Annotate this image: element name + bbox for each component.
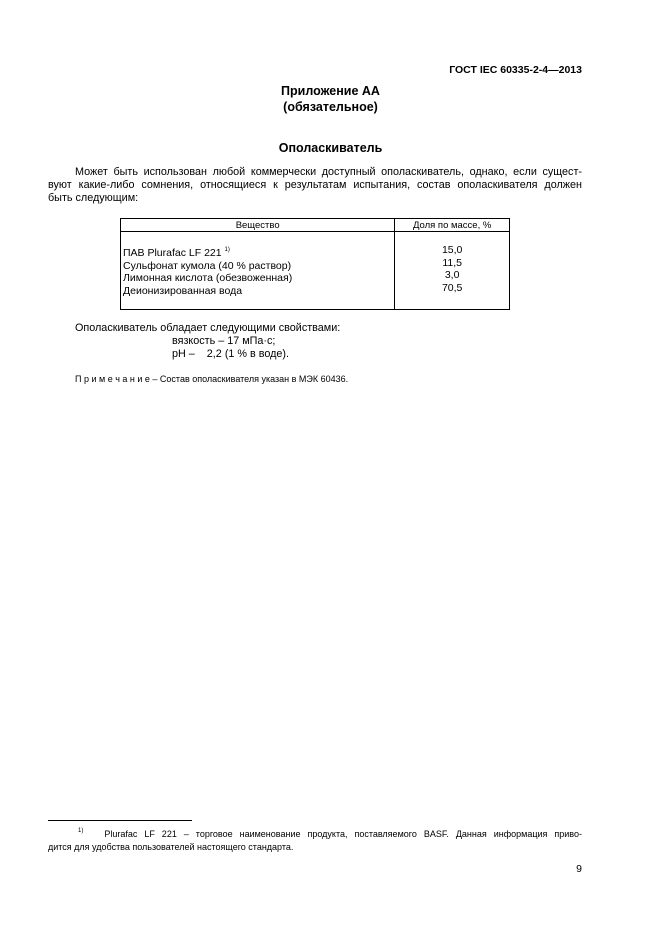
footnote-line: дится для удобства пользователей настоящего стандарта. <box>48 841 294 852</box>
substance-cell <box>121 232 395 310</box>
column-header-substance: Вещество <box>121 219 395 232</box>
table-row: Лимонная кислота (обезвоженная) <box>123 272 293 284</box>
composition-table <box>120 218 510 310</box>
substance-name: ПАВ Plurafac LF 221 <box>123 247 222 259</box>
table-row <box>123 244 394 260</box>
table-row: Деионизированная вода <box>123 284 243 297</box>
intro-line: быть следующим: <box>48 192 139 204</box>
table-body-row <box>121 232 510 310</box>
page-number: 9 <box>576 863 582 875</box>
intro-line: вуют какие-либо сомнения, относящиеся к результатам испытания, состав ополаскивателя должен <box>48 179 582 191</box>
footnote <box>48 825 582 853</box>
column-header-share: Доля по массе, % <box>395 219 510 232</box>
property-ph: pH – 2,2 (1 % в воде). <box>172 348 290 360</box>
note <box>75 374 348 384</box>
table-row: Сульфонат кумола (40 % раствор) <box>123 259 292 272</box>
share-value: 11,5 <box>442 256 462 269</box>
footnote-line <box>48 825 582 841</box>
share-value: 70,5 <box>441 281 463 294</box>
intro-paragraph <box>48 166 582 205</box>
share-value: 3,0 <box>444 269 460 281</box>
note-text: Состав ополаскивателя указан в МЭК 60436. <box>159 374 349 384</box>
property-viscosity: вязкость – 17 мПа·с; <box>172 335 276 347</box>
footnote-marker: 1) <box>78 828 84 834</box>
properties-intro: Ополаскиватель обладает следующими свойствами: <box>75 322 341 334</box>
annex-status: (обязательное) <box>283 100 378 114</box>
share-value: 15,0 <box>441 244 463 256</box>
table-header-row <box>121 219 510 232</box>
share-cell <box>395 232 510 310</box>
document-header: ГОСТ IEC 60335-2-4—2013 <box>449 64 582 76</box>
footnote-text: Plurafac LF 221 – торговое наименование продукта, поставляемого BASF. Данная информация приво- <box>104 829 582 839</box>
footnote-ref: 1) <box>224 247 230 253</box>
note-label: П р и м е ч а н и е – <box>75 374 158 384</box>
intro-line: Может быть использован любой коммерчески доступный ополаскиватель, однако, если сущест- <box>75 166 582 178</box>
section-title: Ополаскиватель <box>278 141 383 155</box>
annex-title: Приложение АА <box>281 84 380 98</box>
footnote-separator <box>48 820 192 821</box>
